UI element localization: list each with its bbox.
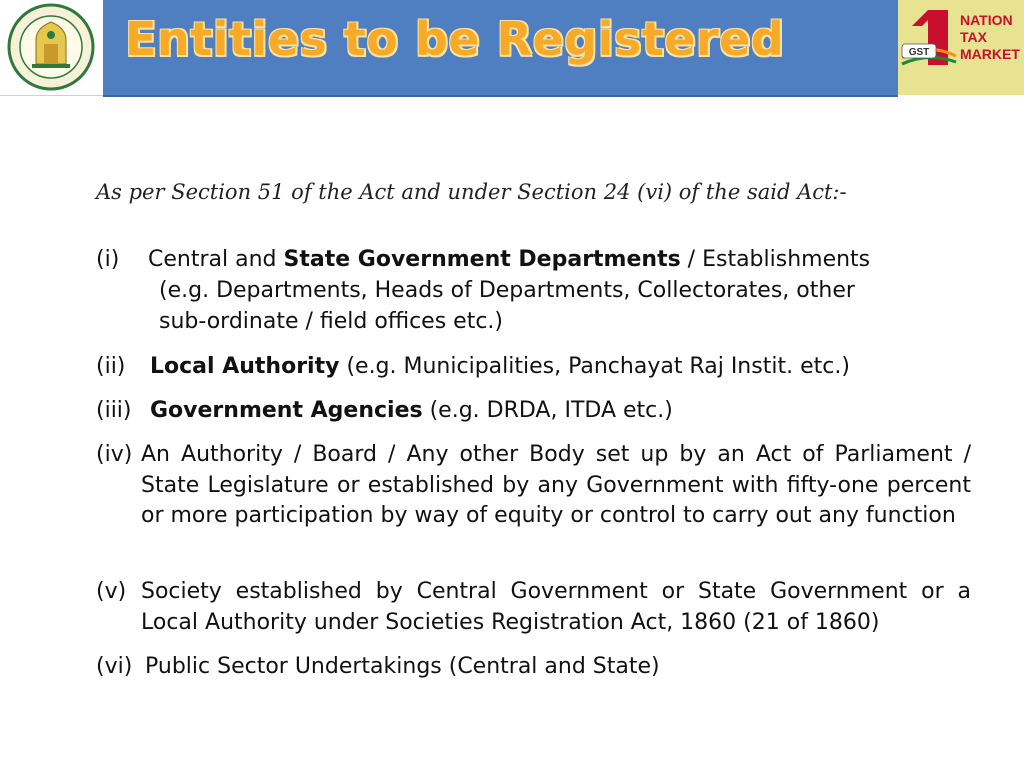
gst-badge: GST <box>908 47 930 58</box>
nation-tax-market-logo-icon <box>898 0 960 95</box>
item-text <box>148 245 870 276</box>
list-item <box>0 352 1024 384</box>
logo-line-nation: NATION <box>960 12 1013 28</box>
logo-line-tax: TAX <box>960 29 987 45</box>
list-item <box>0 652 1024 684</box>
item-number: (iv) <box>96 442 133 467</box>
item-text-pre: Central and <box>148 247 284 272</box>
item-text-line: sub-ordinate / field offices etc.) <box>159 309 504 334</box>
list-item <box>0 396 1024 428</box>
left-logo <box>0 0 103 96</box>
slide-header <box>0 0 1024 95</box>
title-bar <box>103 0 898 97</box>
item-text-post: (e.g. DRDA, ITDA etc.) <box>422 398 673 423</box>
list-item <box>0 577 1024 641</box>
item-number: (iii) <box>96 398 132 423</box>
item-number: (ii) <box>96 354 126 379</box>
slide-title: Entities to be Registered <box>125 12 785 66</box>
logo-line-market: MARKET <box>960 46 1020 62</box>
item-text <box>150 352 850 383</box>
item-bold: State Government Departments <box>283 247 681 272</box>
item-text: An Authority / Board / Any other Body set up by an Act of Parliament / State Legislature or established by any Government with fifty-one percent or more participation by way of equity or control to carry out any function <box>141 442 971 528</box>
item-number: (v) <box>96 579 127 604</box>
item-number: (i) <box>96 247 120 272</box>
list-item <box>0 245 1024 340</box>
list-item <box>0 440 1024 565</box>
item-text: Public Sector Undertakings (Central and State) <box>145 654 660 679</box>
item-bold: Government Agencies <box>150 398 423 423</box>
item-text <box>150 396 673 427</box>
item-number: (vi) <box>96 654 133 679</box>
item-text: Society established by Central Government or State Government or a Local Authority under Societies Registration Act, 1860 (21 of 1860) <box>141 579 971 635</box>
item-text-line: (e.g. Departments, Heads of Departments, Collectorates, other <box>159 278 855 303</box>
government-of-telangana-seal-icon <box>0 0 103 95</box>
intro-text: As per Section 51 of the Act and under Section 24 (vi) of the said Act:- <box>96 180 847 204</box>
item-text-post: (e.g. Municipalities, Panchayat Raj Instit. etc.) <box>339 354 850 379</box>
right-logo <box>898 0 1024 95</box>
item-text-post: / Establishments <box>680 247 871 272</box>
item-bold: Local Authority <box>150 354 340 379</box>
